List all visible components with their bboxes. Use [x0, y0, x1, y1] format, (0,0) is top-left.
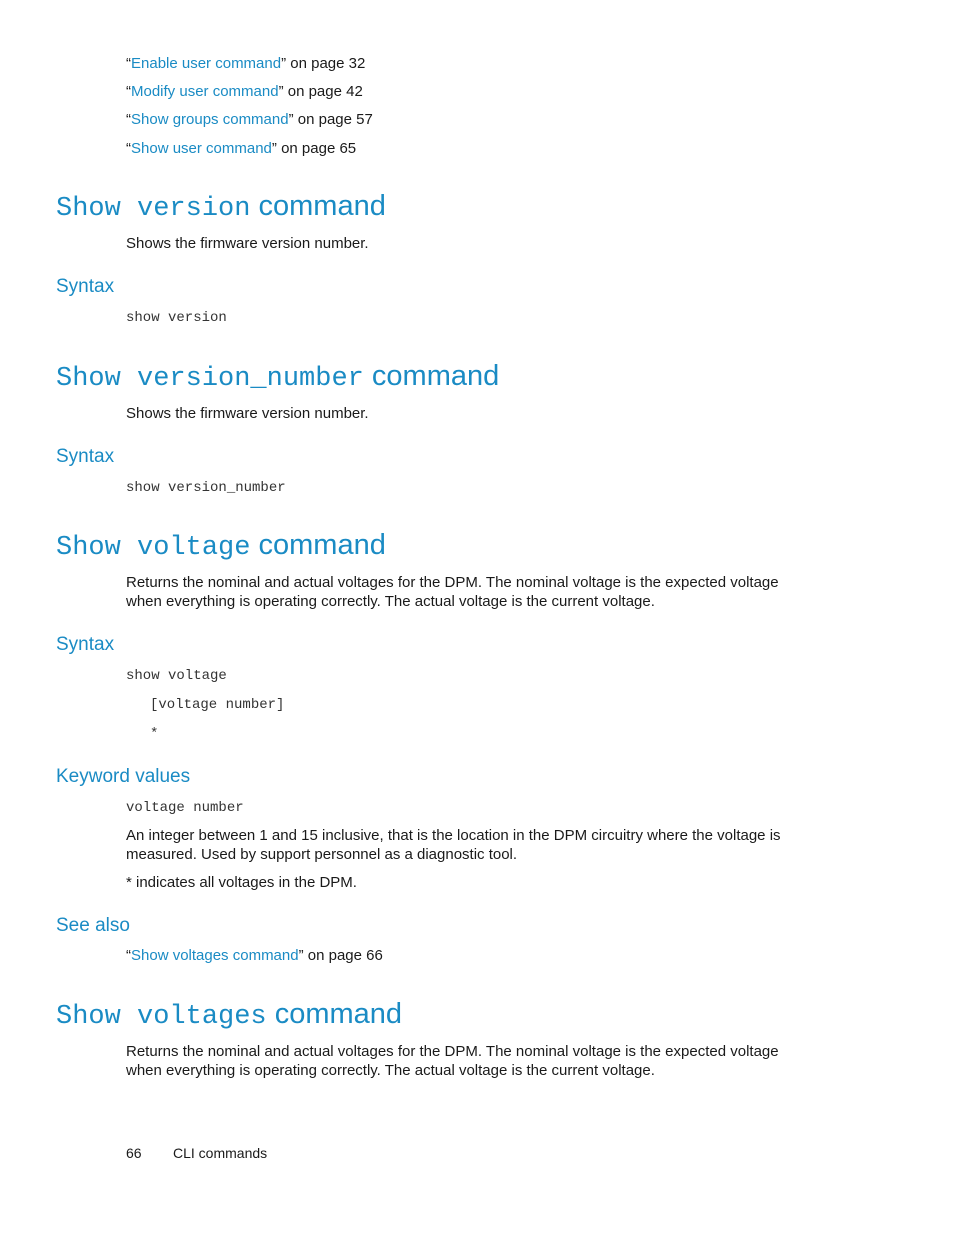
see-also-heading: See also: [56, 915, 130, 936]
show-version-number-syntax: show version_number: [126, 480, 286, 496]
show-voltage-description: Returns the nominal and actual voltages for the DPM. The nominal voltage is the expected voltage when everything is operating correctly. The actual voltage is the current voltage.: [126, 574, 779, 610]
show-version-syntax: show version: [126, 310, 227, 326]
link-show-groups-command[interactable]: Show groups command: [131, 111, 289, 128]
keyword-values-heading: Keyword values: [56, 766, 191, 787]
heading-show-version-number: Show version_number command: [56, 360, 500, 394]
show-voltage-syntax-param: [voltage number]: [150, 697, 285, 713]
show-version-number-description: Shows the firmware version number.: [126, 405, 369, 422]
heading-show-version: Show version command: [56, 190, 386, 224]
heading-show-voltages: Show voltages command: [56, 998, 403, 1032]
show-version-syntax-heading: Syntax: [56, 276, 115, 297]
show-voltage-syntax-heading: Syntax: [56, 634, 115, 655]
show-voltage-syntax: show voltage: [126, 668, 227, 684]
link-show-user-command[interactable]: Show user command: [131, 140, 272, 157]
keyword-star-note: * indicates all voltages in the DPM.: [126, 874, 357, 891]
ref-modify-user: “Modify user command” on page 42: [126, 83, 363, 100]
footer-section-title: CLI commands: [173, 1145, 268, 1161]
keyword-description: An integer between 1 and 15 inclusive, that is the location in the DPM circuitry where the voltage is measured. Used by support personnel as a diagnostic tool.: [126, 827, 781, 863]
keyword-term: voltage number: [126, 800, 244, 816]
see-also-ref: “Show voltages command” on page 66: [126, 947, 383, 964]
link-modify-user-command[interactable]: Modify user command: [131, 83, 279, 100]
link-enable-user-command[interactable]: Enable user command: [131, 55, 282, 72]
link-show-voltages-command[interactable]: Show voltages command: [131, 947, 299, 964]
show-version-description: Shows the firmware version number.: [126, 235, 369, 252]
footer-page-number: 66: [126, 1145, 142, 1161]
ref-show-groups: “Show groups command” on page 57: [126, 111, 373, 128]
show-voltage-syntax-star: *: [150, 726, 159, 742]
ref-enable-user: “Enable user command” on page 32: [126, 55, 366, 72]
show-version-number-syntax-heading: Syntax: [56, 446, 115, 467]
show-voltages-description: Returns the nominal and actual voltages for the DPM. The nominal voltage is the expected voltage when everything is operating correctly. The actual voltage is the current voltage.: [126, 1043, 779, 1079]
ref-show-user: “Show user command” on page 65: [126, 140, 357, 157]
heading-show-voltage: Show voltage command: [56, 529, 386, 563]
